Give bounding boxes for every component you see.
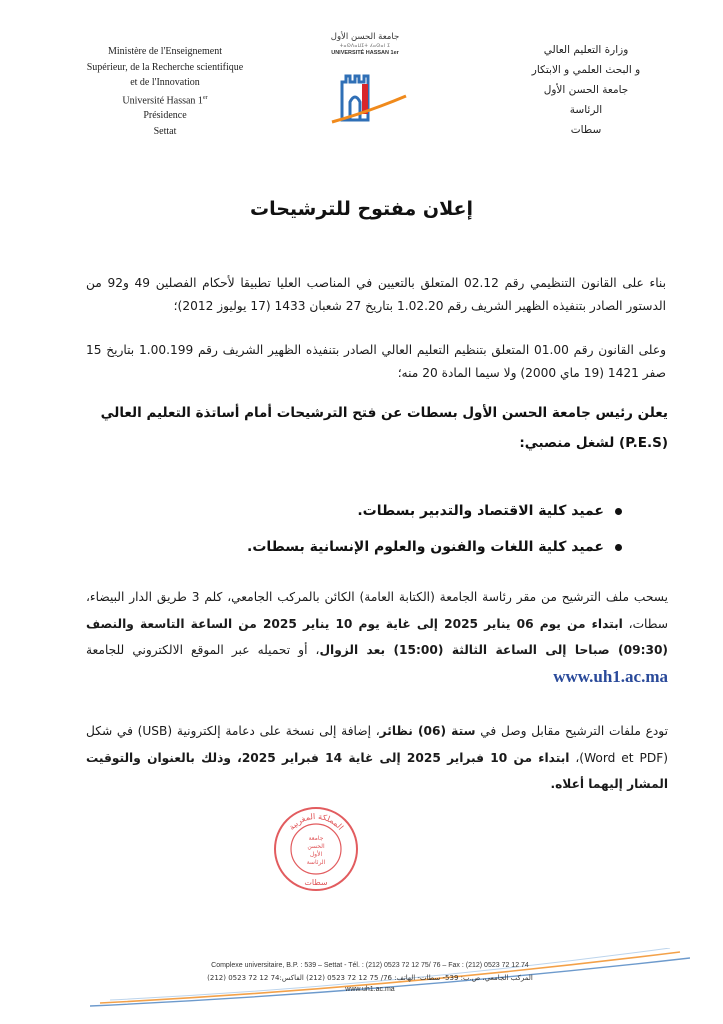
deposit-text-2: ، إضافة إلى نسخة على دعامة إلكترونية (USB) في شكل (Word et PDF)، — [86, 724, 668, 765]
page-title: إعلان مفتوح للترشيحات — [250, 198, 473, 220]
list-item: عميد كلية اللغات والفنون والعلوم الإنسانية بسطات. — [86, 529, 622, 565]
preamble-paragraph-2: وعلى القانون رقم 01.00 المتعلق بتنظيم التعليم العالي الصادر بتنفيذه الظهير الشريف رقم 1.00.199 بتاريخ 15 صفر 1421 (19 ماي 2000) ولا سيما المادة 20 منه؛ — [86, 343, 666, 380]
footer-website[interactable]: www.uh1.ac.ma — [345, 986, 395, 993]
header-university-sup: er — [202, 94, 208, 101]
posts-list — [86, 493, 622, 565]
header-ministry-line-2: Supérieur, de la Recherche scientifique — [86, 61, 244, 73]
header-ar-line-1: وزارة التعليم العالي — [543, 44, 629, 56]
list-item: عميد كلية الاقتصاد والتدبير بسطات. — [86, 493, 622, 529]
logo-french-name: UNIVERSITÉ HASSAN 1er — [331, 50, 399, 56]
logo-emblem-icon — [328, 62, 408, 124]
stamp-inner-line-4: الرئاسة — [306, 859, 326, 866]
stamp-inner-line-3: الأول — [309, 851, 323, 858]
withdrawal-text-1: يسحب ملف الترشيح من مقر رئاسة الجامعة (الكتابة العامة) الكائن بالمركب الجامعي، كلم 3 طريق الدار البيضاء، سطات، — [86, 590, 668, 631]
withdrawal-paragraph — [86, 584, 668, 691]
header-french-block — [60, 44, 270, 139]
stamp-inner-line-2: الحسن — [307, 843, 325, 850]
footer-address-fr: Complexe universitaire, B.P. : 539 – Settat - Tél. : (212) 0523 72 12 75/ 76 – Fax : (212) 0523 72 12 74 — [211, 962, 529, 969]
logo-tifinagh-name: ⵜⴰⵙⴷⴰⵡⵉⵜ ⵃⴰⵙⴰⵏ ⵉ — [339, 44, 391, 49]
footer-address-ar: المركب الجامعي، ص.ب: 539- سطات- الهاتف: 76/ 75 12 72 0523 (212) الفاكس:74 12 72 0523 (212) — [207, 974, 533, 982]
deposit-dates: ابتداء من 10 فبراير 2025 إلى غاية 14 فبراير 2025، وذلك بالعنوان والتوقيت المشار إليهما أعلاه. — [86, 750, 668, 791]
header-arabic-block — [501, 40, 671, 140]
stamp-outer-path: المملكة المغربية — [287, 811, 346, 832]
header-ar-line-2: و البحث العلمي و الابتكار — [531, 64, 641, 76]
deposit-paragraph — [86, 718, 668, 798]
header-university-line — [60, 91, 270, 109]
stamp-inner-line-1: جامعة — [308, 835, 324, 842]
header-city-line: Settat — [153, 125, 177, 137]
deposit-copies: ستة (06) نظائر — [379, 724, 476, 738]
university-logo — [310, 32, 420, 132]
deposit-text-1: تودع ملفات الترشيح مقابل وصل في — [475, 724, 668, 738]
university-website-link[interactable]: www.uh1.ac.ma — [553, 666, 668, 686]
header-ministry-line-1: Ministère de l'Enseignement — [108, 46, 222, 57]
header-ar-line-3: جامعة الحسن الأول — [543, 84, 629, 96]
official-stamp — [272, 805, 360, 893]
withdrawal-dates: ابتداء من يوم 06 يناير 2025 إلى غاية يوم 10 يناير 2025 من الساعة التاسعة والنصف (09:30) صباحا إلى الساعة الثالثة (15:00) بعد الزوال — [86, 616, 668, 657]
header-university-name: Université Hassan 1 — [122, 94, 203, 106]
stamp-bottom-text: سطات — [304, 878, 328, 887]
stamp-outer-text — [287, 812, 345, 832]
header-presidence-line: Présidence — [143, 110, 187, 122]
preamble-paragraph-1: بناء على القانون التنظيمي رقم 02.12 المتعلق بالتعيين في المناصب العليا تطبيقا لأحكام الفصلين 49 و92 من الدستور الصادر بتنفيذه الظهير الشريف رقم 1.02.20 بتاريخ 27 شعبان 1433 (17 يوليوز 2012)؛ — [86, 276, 666, 313]
header-ar-line-4: الرئاسة — [569, 104, 603, 116]
footer — [150, 960, 590, 996]
header-ar-line-5: سطات — [570, 124, 602, 136]
withdrawal-text-2: ، أو تحميله عبر الموقع الالكتروني للجامعة — [86, 643, 320, 657]
announcement-text: يعلن رئيس جامعة الحسن الأول بسطات عن فتح الترشيحات أمام أساتذة التعليم العالي (P.E.S) لشغل منصبي: — [100, 405, 668, 451]
logo-arabic-name: جامعة الحسن الأول — [330, 32, 400, 42]
header-ministry-line-3: et de l'Innovation — [130, 77, 200, 88]
